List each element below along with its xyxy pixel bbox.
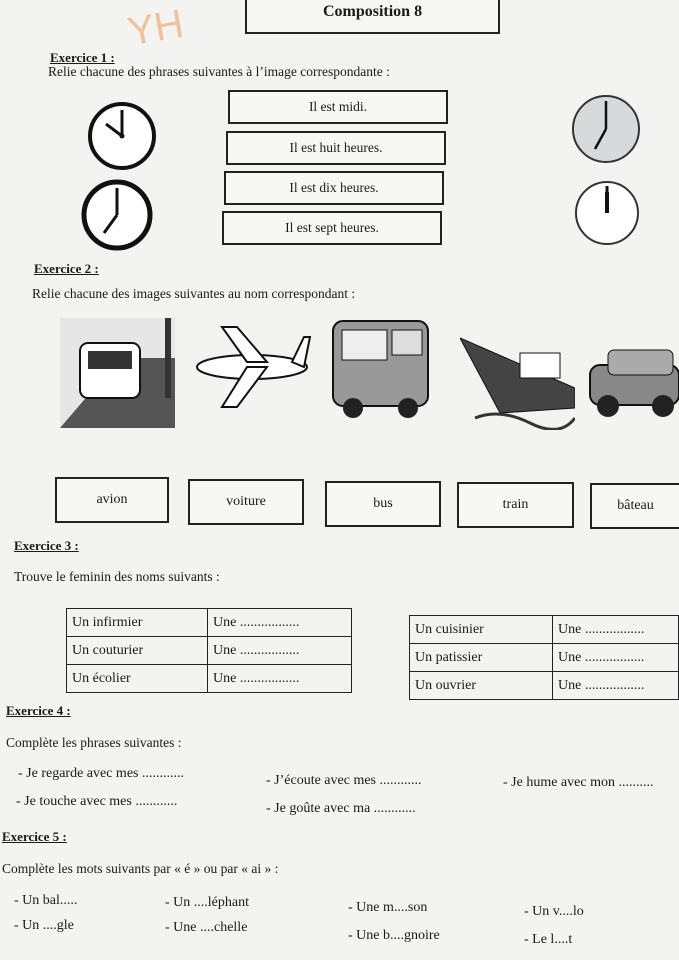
noun-cell: Un couturier — [67, 637, 208, 665]
answer-cell: Une ................. — [553, 644, 679, 672]
word-box-voiture: voiture — [188, 479, 304, 525]
clock-seven-icon — [570, 92, 642, 166]
sentence-1: - Je regarde avec mes ............ — [18, 766, 184, 781]
answer-cell: Une ................. — [208, 609, 352, 637]
noun-cell: Un écolier — [67, 665, 208, 693]
phrase-box-1: Il est midi. — [228, 90, 448, 124]
ex1-title: Exercice 1 : — [50, 50, 115, 65]
word-4: - Un v....lo — [524, 904, 584, 919]
answer-cell: Une ................. — [208, 665, 352, 693]
word-box-avion: avion — [55, 477, 169, 523]
answer-cell: Une ................. — [553, 616, 679, 644]
ex3-title: Exercice 3 : — [14, 538, 79, 553]
phrase-box-3: Il est dix heures. — [224, 171, 444, 205]
ex3-instruction: Trouve le feminin des noms suivants : — [14, 569, 220, 584]
ex2-instruction: Relie chacune des images suivantes au nom correspondant : — [32, 286, 356, 301]
sentence-4: - Je touche avec mes ............ — [16, 794, 178, 809]
ex5-title: Exercice 5 : — [2, 829, 67, 844]
page-title: Composition 8 — [245, 0, 500, 34]
word-box-train: train — [457, 482, 574, 528]
table-row — [67, 665, 352, 693]
ex5-instruction: Complète les mots suivants par « é » ou par « ai » : — [2, 861, 279, 876]
train-picture — [60, 318, 175, 428]
airplane-picture — [192, 322, 312, 412]
word-7: - Une b....gnoire — [348, 928, 440, 943]
table-row — [410, 616, 679, 644]
word-6: - Une ....chelle — [165, 920, 248, 935]
word-8: - Le l....t — [524, 932, 573, 947]
noun-cell: Un infirmier — [67, 609, 208, 637]
word-box-bus: bus — [325, 481, 441, 527]
table-row — [67, 637, 352, 665]
sentence-5: - Je goûte avec ma ............ — [266, 801, 416, 816]
clock-eight-icon — [80, 178, 154, 252]
sentence-3: - Je hume avec mon .......... — [503, 775, 654, 790]
word-5: - Un ....gle — [14, 918, 74, 933]
phrase-box-2: Il est huit heures. — [226, 131, 446, 165]
table-row — [410, 644, 679, 672]
watermark: YH — [124, 1, 187, 55]
sentence-2: - J’écoute avec mes ............ — [266, 773, 422, 788]
noun-cell: Un ouvrier — [410, 672, 553, 700]
bus-picture — [328, 316, 438, 422]
clock-ten-icon — [86, 100, 158, 172]
word-box-bateau: bâteau — [590, 483, 679, 529]
table-row — [67, 609, 352, 637]
feminine-table-left — [66, 608, 352, 693]
word-3: - Une m....son — [348, 900, 428, 915]
phrase-box-4: Il est sept heures. — [222, 211, 442, 245]
car-picture — [588, 340, 679, 420]
ex2-title: Exercice 2 : — [34, 261, 99, 276]
ex4-instruction: Complète les phrases suivantes : — [6, 735, 182, 750]
answer-cell: Une ................. — [208, 637, 352, 665]
clock-noon-icon — [572, 178, 642, 248]
feminine-table-right — [409, 615, 679, 700]
ex4-title: Exercice 4 : — [6, 703, 71, 718]
ex1-instruction: Relie chacune des phrases suivantes à l’image correspondante : — [48, 64, 390, 79]
noun-cell: Un cuisinier — [410, 616, 553, 644]
word-2: - Un ....léphant — [165, 895, 249, 910]
table-row — [410, 672, 679, 700]
answer-cell: Une ................. — [553, 672, 679, 700]
word-1: - Un bal..... — [14, 893, 78, 908]
noun-cell: Un patissier — [410, 644, 553, 672]
ship-picture — [460, 318, 575, 430]
